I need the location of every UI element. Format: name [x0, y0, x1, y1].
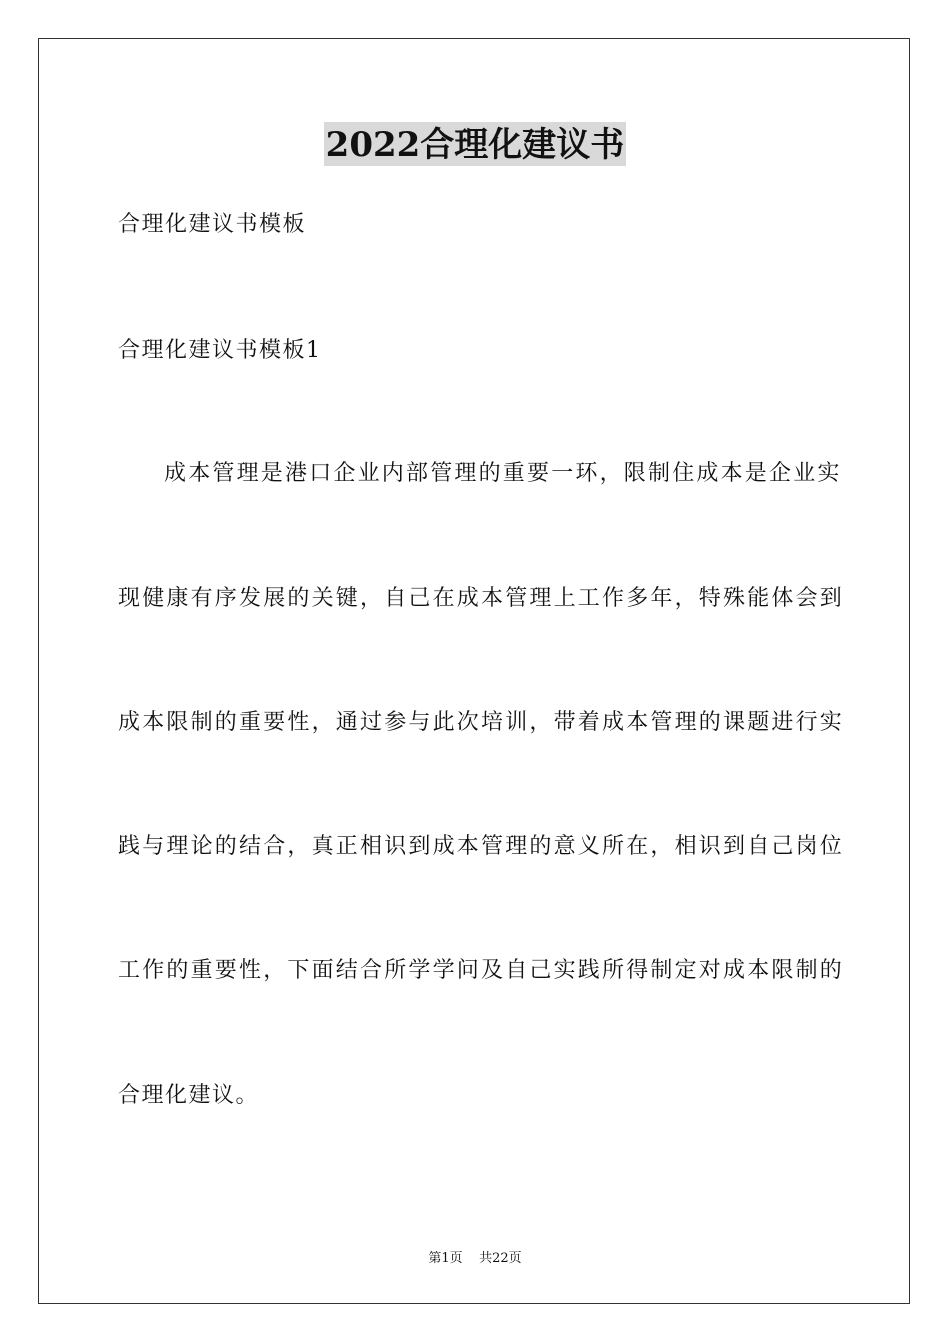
paragraph-line-5: 工作的重要性，下面结合所学学问及自己实践所得制定对成本限制的: [118, 958, 845, 983]
document-title-block: [0, 122, 950, 166]
page-footer: [0, 1252, 950, 1265]
document-subtitle: 合理化建议书模板: [118, 212, 307, 237]
document-title: 2022合理化建议书: [324, 122, 627, 166]
page-number: 第1页: [428, 1251, 463, 1266]
paragraph-line-1: 成本管理是港口企业内部管理的重要一环，限制住成本是企业实: [164, 461, 842, 486]
paragraph-line-3: 成本限制的重要性，通过参与此次培训，带着成本管理的课题进行实: [118, 710, 845, 735]
paragraph-line-2: 现健康有序发展的关键，自己在成本管理上工作多年，特殊能体会到: [118, 586, 845, 611]
page-total: 共22页: [479, 1251, 522, 1266]
paragraph-line-4: 践与理论的结合，真正相识到成本管理的意义所在，相识到自己岗位: [118, 834, 845, 859]
paragraph-line-6: 合理化建议。: [118, 1083, 260, 1108]
section-heading: 合理化建议书模板1: [118, 338, 322, 363]
